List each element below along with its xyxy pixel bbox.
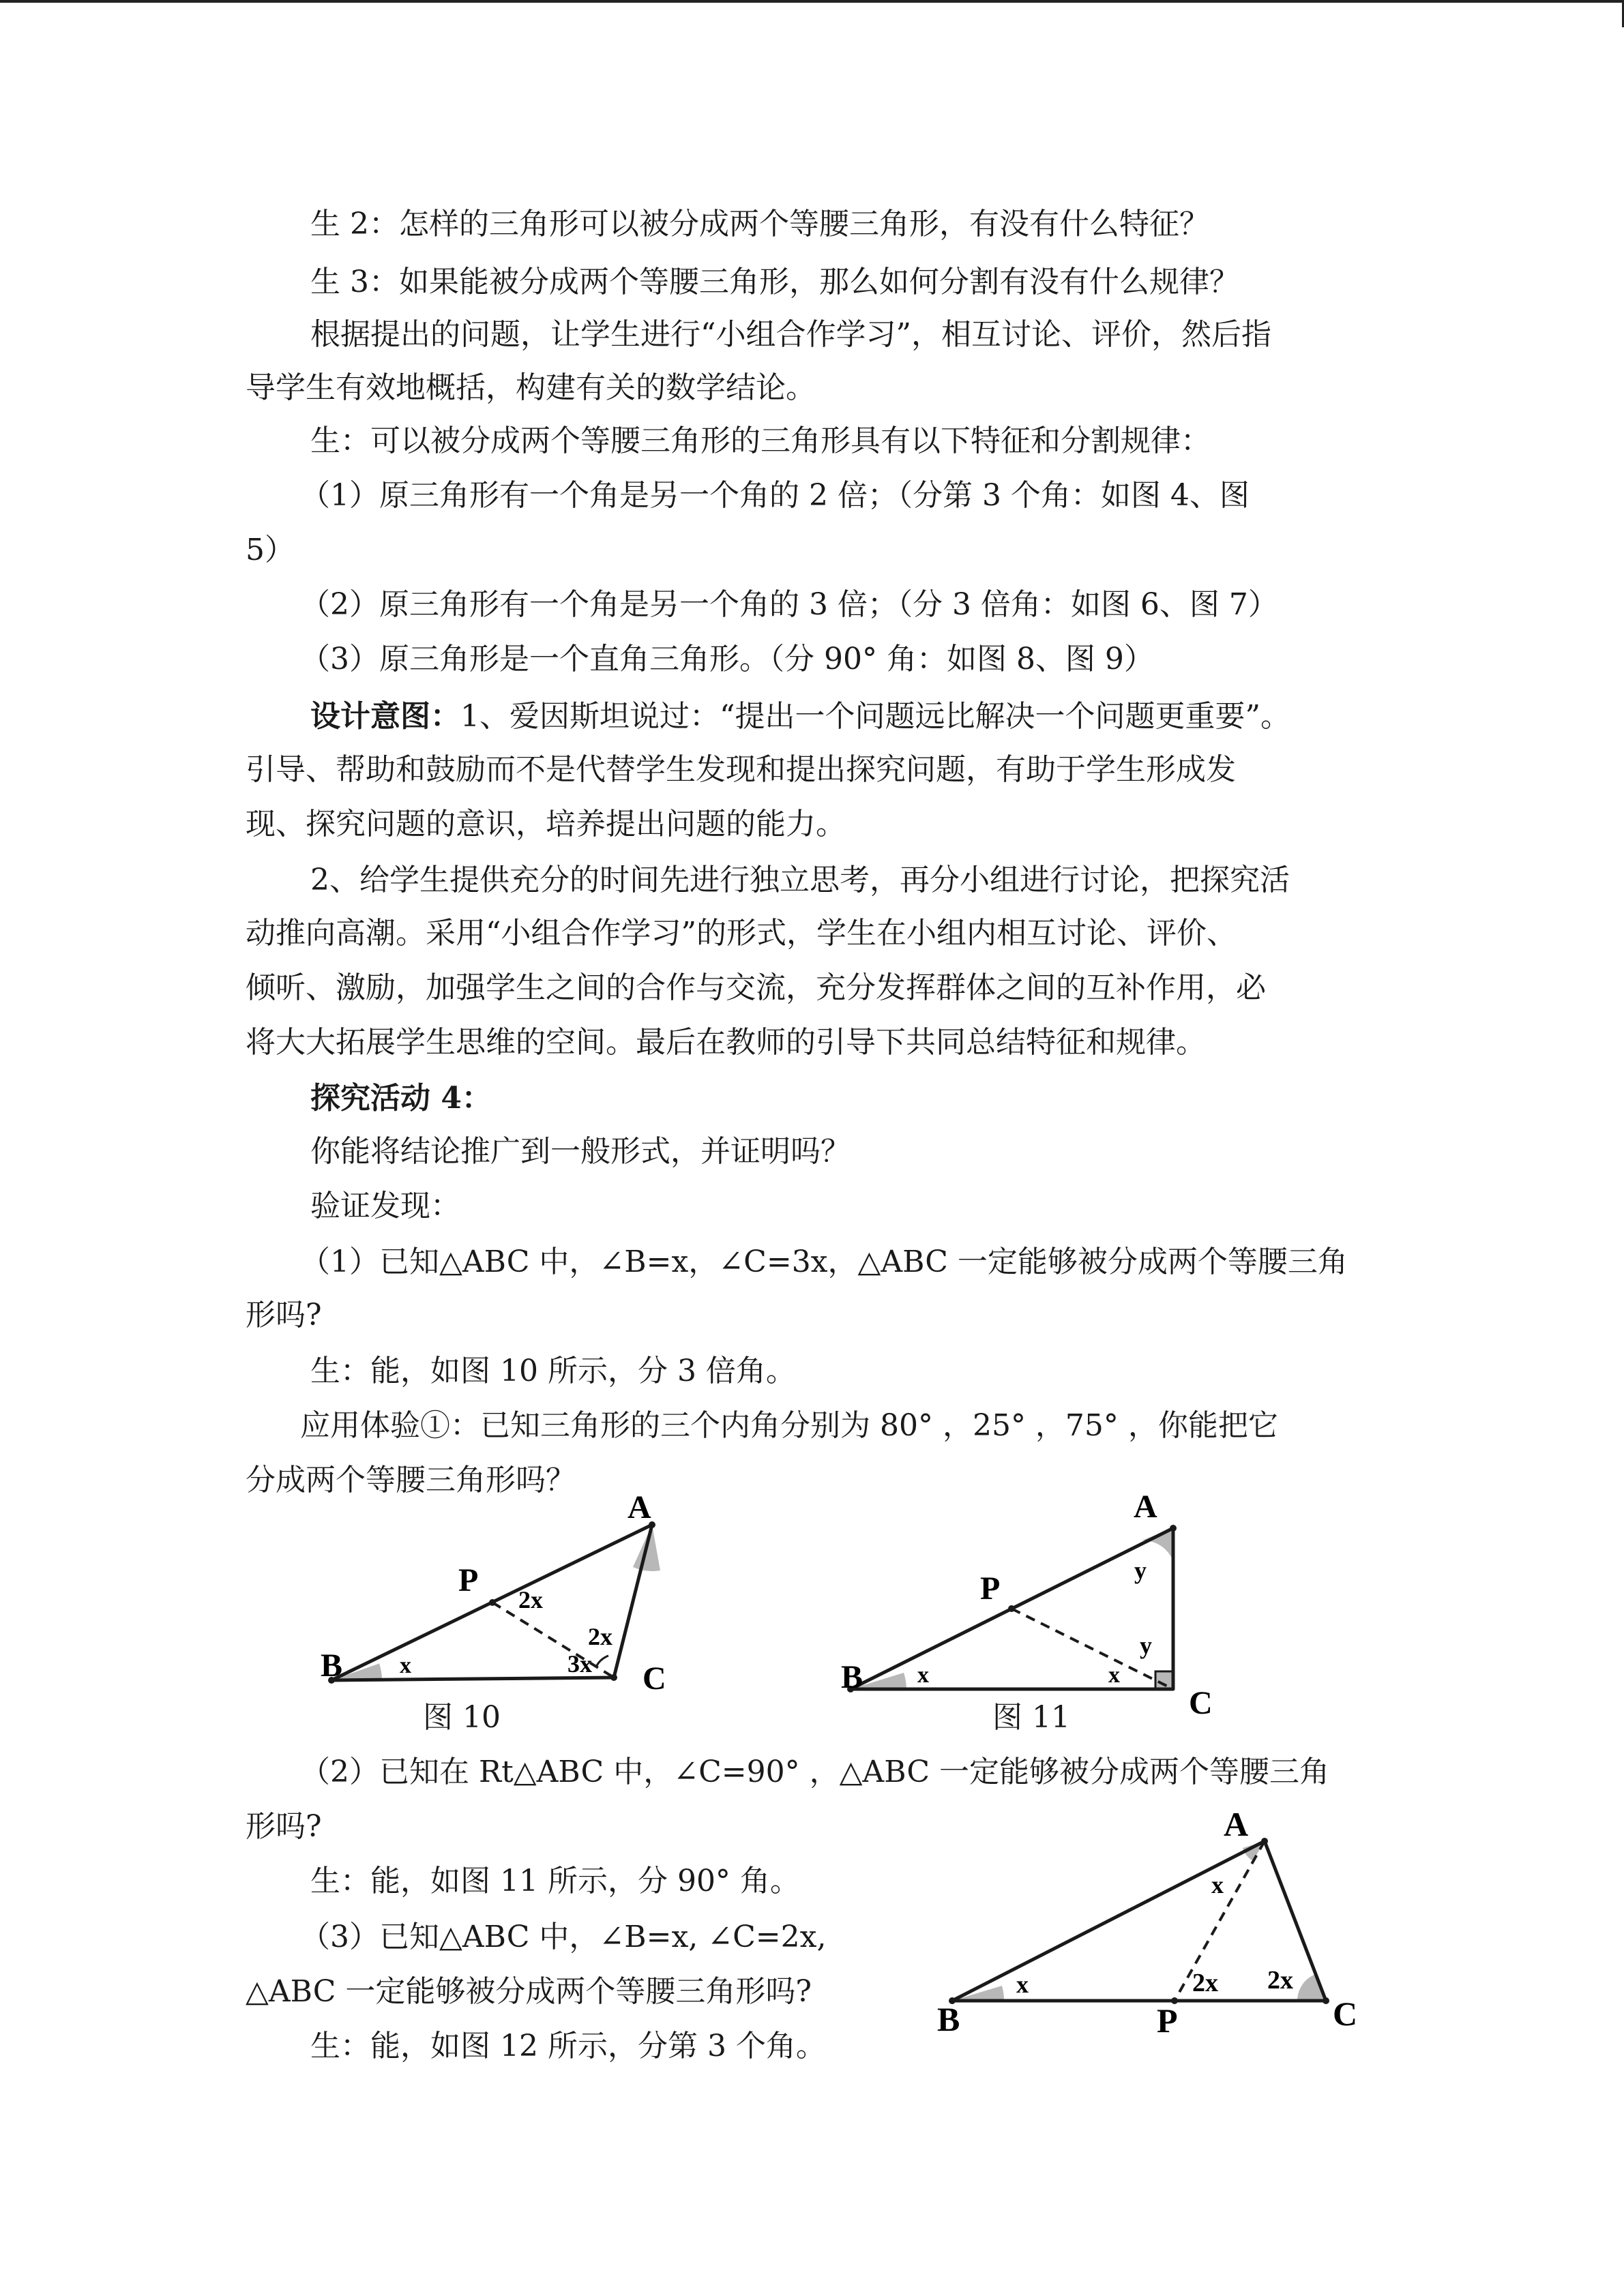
fig11-angle-c-lower-label: x — [1108, 1663, 1120, 1688]
fig12-point-a — [1261, 1838, 1268, 1845]
fig12-label-a: A — [1224, 1805, 1249, 1843]
fig11-label-c: C — [1189, 1685, 1213, 1721]
paragraph-generalize: 你能将结论推广到一般形式，并证明吗？ — [310, 1134, 851, 1169]
paragraph-design-intent-line2: 引导、帮助和鼓励而不是代替学生发现和提出探究问题，有助于学生形成发 — [246, 752, 1236, 787]
fig12-angle-p-label: 2x — [1192, 1969, 1218, 1997]
fig12-angle-c-label: 2x — [1267, 1966, 1293, 1995]
fig11-angle-a-shade — [1142, 1528, 1173, 1561]
paragraph-design-intent-line1 — [310, 697, 1443, 736]
paragraph-question-2-line1: （2）已知在 Rt△ABC 中，∠C=90° ，△ABC 一定能够被分成两个等腰三角 — [300, 1755, 1329, 1789]
fig12-label-p: P — [1157, 2001, 1178, 2040]
paragraph-feature-3: （3）原三角形是一个直角三角形。（分 90° 角：如图 8、图 9） — [300, 642, 1154, 676]
fig11-label-a: A — [1134, 1489, 1157, 1525]
fig10-label-p: P — [458, 1562, 479, 1598]
fig10-label-c: C — [643, 1660, 666, 1697]
fig12-angle-b-label: x — [1016, 1971, 1029, 1998]
paragraph-question-3-line1: （3）已知△ABC 中，∠B=x, ∠C=2x, — [300, 1920, 827, 1954]
fig12-label-c: C — [1333, 1995, 1358, 2033]
fig12-label-b: B — [937, 2000, 960, 2038]
paragraph-design-intent-line3: 现、探究问题的意识，培养提出问题的能力。 — [246, 807, 846, 841]
fig11-angle-a-label: y — [1134, 1557, 1147, 1584]
paragraph-student-2: 生 2：怎样的三角形可以被分成两个等腰三角形，有没有什么特征？ — [310, 207, 1209, 241]
paragraph-features-intro: 生：可以被分成两个等腰三角形的三角形具有以下特征和分割规律： — [310, 423, 1211, 458]
paragraph-design-2-line2: 动推向高潮。采用“小组合作学习”的形式，学生在小组内相互讨论、评价、 — [246, 916, 1237, 951]
fig10-label-a: A — [628, 1489, 651, 1525]
fig10-angle-p-label: 2x — [518, 1586, 543, 1613]
figure-11-caption: 图 11 — [992, 1700, 1070, 1735]
paragraph-application-line1: 应用体验①：已知三角形的三个内角分别为 80° ，25° ，75° ，你能把它 — [300, 1408, 1278, 1443]
fig11-angle-b-label: x — [917, 1663, 929, 1688]
paragraph-verify: 验证发现： — [310, 1189, 460, 1223]
fig10-angle-c-upper-label: 2x — [588, 1623, 612, 1650]
fig11-point-p — [1008, 1605, 1015, 1612]
design-intent-text: 1、爱因斯坦说过：“提出一个问题远比解决一个问题更重要”。 — [460, 699, 1290, 734]
fig11-right-angle-mark — [1155, 1671, 1173, 1689]
paragraph-question-2-line2: 形吗? — [246, 1809, 322, 1844]
figure-12 — [934, 1805, 1398, 2040]
figure-10-caption: 图 10 — [423, 1700, 501, 1735]
design-intent-label: 设计意图： — [310, 699, 460, 734]
fig10-point-p — [489, 1599, 496, 1606]
figure-10 — [314, 1487, 696, 1714]
paragraph-student-3: 生 3：如果能被分成两个等腰三角形，那么如何分割有没有什么规律？ — [310, 265, 1239, 299]
fig10-angle-b-label: x — [400, 1653, 411, 1678]
paragraph-answer-2: 生：能，如图 11 所示，分 90° 角。 — [310, 1864, 800, 1898]
fig12-angle-a-label: x — [1211, 1871, 1224, 1898]
paragraph-group-study-line2: 导学生有效地概括，构建有关的数学结论。 — [246, 370, 816, 405]
paragraph-group-study-line1: 根据提出的问题，让学生进行“小组合作学习”，相互讨论、评价，然后指 — [310, 317, 1271, 352]
fig11-label-b: B — [841, 1659, 863, 1695]
paragraph-design-2-line3: 倾听、激励，加强学生之间的合作与交流，充分发挥群体之间的互补作用，必 — [246, 970, 1266, 1005]
fig10-label-b: B — [321, 1648, 343, 1684]
paragraph-design-2-line4: 将大大拓展学生思维的空间。最后在教师的引导下共同总结特征和规律。 — [246, 1025, 1206, 1060]
fig10-point-c — [610, 1674, 617, 1681]
fig11-angle-c-upper-label: y — [1140, 1632, 1152, 1659]
fig10-angle-c-lower-label: 3x — [567, 1650, 592, 1678]
paragraph-feature-1-line1: （1）原三角形有一个角是另一个角的 2 倍；（分第 3 个角：如图 4、图 — [300, 478, 1250, 513]
figure-11 — [829, 1483, 1238, 1721]
paragraph-question-1-line1: （1）已知△ABC 中，∠B=x，∠C=3x，△ABC 一定能够被分成两个等腰三角 — [300, 1244, 1348, 1279]
paragraph-design-2-line1: 2、给学生提供充分的时间先进行独立思考，再分小组进行讨论，把探究活 — [310, 863, 1290, 897]
paragraph-question-3-line2: △ABC 一定能够被分成两个等腰三角形吗? — [246, 1974, 812, 2009]
activity-4-heading: 探究活动 4： — [310, 1081, 492, 1116]
paragraph-answer-1: 生：能，如图 10 所示，分 3 倍角。 — [310, 1354, 796, 1388]
fig12-point-c — [1323, 1997, 1329, 2004]
fig10-angle-c-arc — [596, 1656, 608, 1667]
paragraph-feature-1-line2: 5） — [246, 533, 295, 567]
paragraph-feature-2: （2）原三角形有一个角是另一个角的 3 倍；（分 3 倍角：如图 6、图 7） — [300, 587, 1278, 622]
page-top-border — [0, 0, 1624, 3]
paragraph-question-1-line2: 形吗? — [246, 1298, 322, 1332]
paragraph-application-line2: 分成两个等腰三角形吗？ — [246, 1463, 576, 1497]
fig11-point-a — [1170, 1525, 1177, 1532]
paragraph-answer-3: 生：能，如图 12 所示，分第 3 个角。 — [310, 2029, 826, 2063]
fig11-label-p: P — [980, 1570, 1001, 1607]
